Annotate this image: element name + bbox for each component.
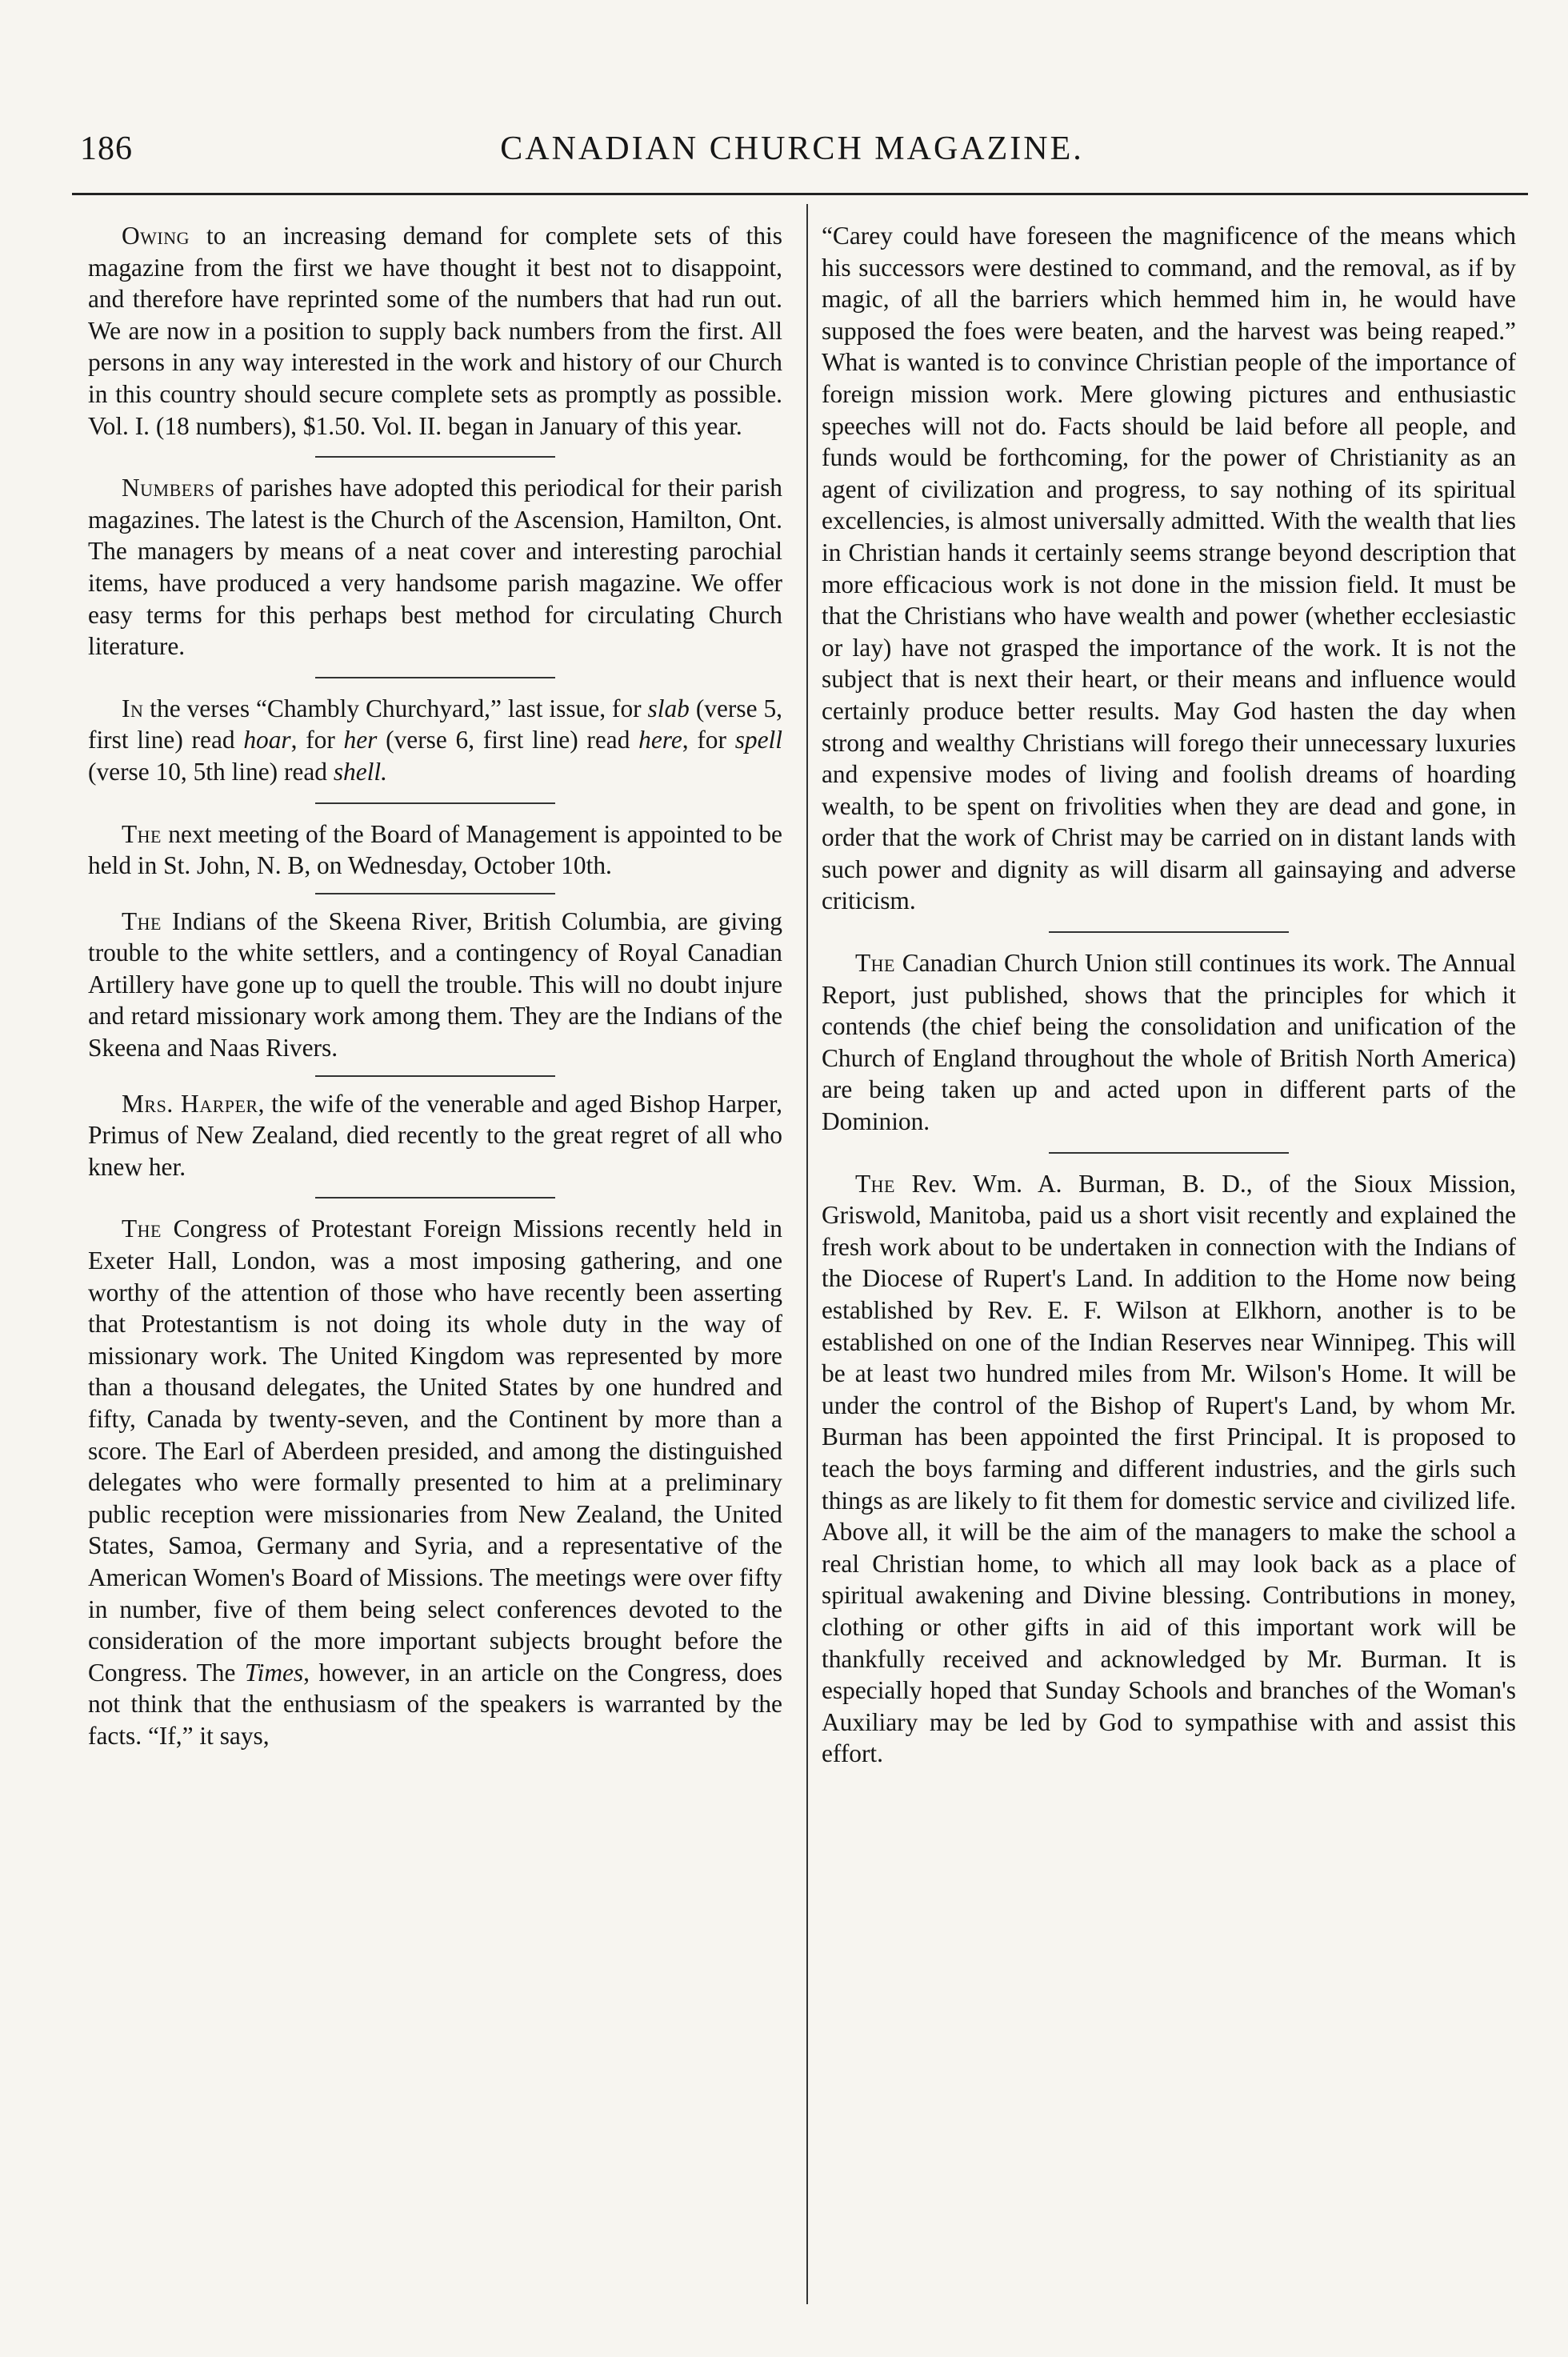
section-rule <box>315 456 555 458</box>
page-header <box>48 120 1536 184</box>
paragraph-burman-mission: The Rev. Wm. A. Burman, B. D., of the Sioux Mission, Griswold, Manitoba, paid us a short visit recently and explained the fresh work about to be undertaken in connection with the Indians of the Diocese of Rupert's Land. In addition to the Home now being established by Rev. E. F. Wilson at Elkhorn, another is to be established on one of the Indian Reserves near Winnipeg. This will be at least two hundred miles from Mr. Wilson's Home. It will be under the control of the Bishop of Rupert's Land, by whom Mr. Burman has been appointed the first Principal. It is proposed to teach the boys farming and different industries, and the girls such things as are likely to fit them for domestic service and civilized life. Above all, it will be the aim of the managers to make the school a real Christian home, to which all may look back as a place of spiritual awakening and Divine blessing. Contributions in money, clothing or other gifts in aid of this important work will be thankfully received and acknowledged by Mr. Burman. It is especially hoped that Sunday Schools and branches of the Woman's Auxiliary may be led by God to sympathise with and assist this effort. <box>822 1169 1516 1768</box>
header-rule <box>72 193 1528 195</box>
paragraph-church-union: The Canadian Church Union still continues its work. The Annual Report, just published, shows that the principles for which it contends (the chief being the consolidation and unification of the Church of England throughout the whole of British North America) are being taken up and acted upon in different parts of the Dominion. <box>822 949 1516 1136</box>
section-rule <box>315 1197 555 1199</box>
column-divider <box>806 204 808 2304</box>
running-title: CANADIAN CHURCH MAGAZINE. <box>500 130 1084 167</box>
paragraph-continued-quote: “Carey could have foreseen the magnificence of the means which his successors were destined to command, and the removal, as if by magic, of all the barriers which hemmed him in, he would have supposed the foes were beaten, and the harvest was being reaped.” What is wanted is to convince Christian people of the importance of foreign mission work. Mere glowing pictures and enthusiastic speeches will not do. Facts should be laid before all people, and funds would be forthcoming, for the power of Christianity as an agent of civilization and progress, to say nothing of its spiritual excellencies, is almost universally admitted. With the wealth that lies in Christian hands it certainly seems strange beyond description that more efficacious work is not done in the mission field. It must be that the Christians who have wealth and power (whether ecclesiastic or lay) have not grasped the importance of the work. It is not the subject that is next their heart, or their means and influence would certainly produce better results. May God hasten the day when strong and wealthy Christians will forego their unnecessary luxuries and expensive modes of living and foolish dreams of hoarding wealth, to be spent on frivolities when they are dead and gone, in order that the work of Christ may be carried on in distant lands with such power and dignity as will disarm all gainsaying and adverse criticism. <box>822 222 1516 915</box>
section-rule <box>1049 1152 1289 1154</box>
right-column <box>822 220 1516 1770</box>
section-rule <box>315 893 555 894</box>
paragraph-skeena-indians: The Indians of the Skeena River, British Columbia, are giving trouble to the white settlers, and a contingency of Royal Canadian Artillery have gone up to quell the trouble. This will no doubt injure and retard missionary work among them. They are the Indians of the Skeena and Naas Rivers. <box>88 906 782 1062</box>
paragraph-back-numbers: Owing to an increasing demand for complete sets of this magazine from the first we have thought it best not to disappoint, and therefore have reprinted some of the numbers that had run out. We are now in a position to supply back numbers from the first. All persons in any way interested in the work and history of our Church in this country should secure complete sets as promptly as possible. Vol. I. (18 numbers), $1.50. Vol. II. began in January of this year. <box>88 222 782 440</box>
section-rule <box>315 802 555 804</box>
paragraph-missions-congress: The Congress of Protestant Foreign Missions recently held in Exeter Hall, London, was a most imposing gathering, and one worthy of the attention of those who have recently been asserting that Protestantism is not doing its whole duty in the way of missionary work. The United Kingdom was represented by more than a thousand delegates, the United States by one hundred and fifty, Canada by twenty-seven, and the Continent by more than a score. The Earl of Aberdeen presided, and among the distinguished delegates who were formally presented to him at a preliminary public reception were missionaries from New Zealand, the United States, Samoa, Germany and Syria, and a representative of the American Women's Board of Missions. The meetings were over fifty in number, five of them being select conferences devoted to the consideration of the more important subjects brought before the Congress. The Times, however, in an article on the Congress, does not think that the enthusiasm of the speakers is warranted by the facts. “If,” it says, <box>88 1215 782 1750</box>
paragraph-corrections: In the verses “Chambly Churchyard,” last issue, for slab (verse 5, first line) read hoar, for her (verse 6, first line) read here, for spell (verse 10, 5th line) read shell. <box>88 694 782 786</box>
section-rule <box>315 1075 555 1077</box>
left-column <box>88 220 782 1752</box>
paragraph-mrs-harper: Mrs. Harper, the wife of the venerable and aged Bishop Harper, Primus of New Zealand, died recently to the great regret of all who knew her. <box>88 1089 782 1181</box>
section-rule <box>315 677 555 678</box>
section-rule <box>1049 931 1289 933</box>
paragraph-board-meeting: The next meeting of the Board of Management is appointed to be held in St. John, N. B, on Wednesday, October 10th. <box>88 819 782 880</box>
page-number: 186 <box>80 130 133 167</box>
paragraph-parish-magazines: Numbers of parishes have adopted this periodical for their parish magazines. The latest is the Church of the Ascension, Hamilton, Ont. The managers by means of a neat cover and interesting parochial items, have produced a very handsome parish magazine. We offer easy terms for this perhaps best method for circulating Church literature. <box>88 474 782 661</box>
